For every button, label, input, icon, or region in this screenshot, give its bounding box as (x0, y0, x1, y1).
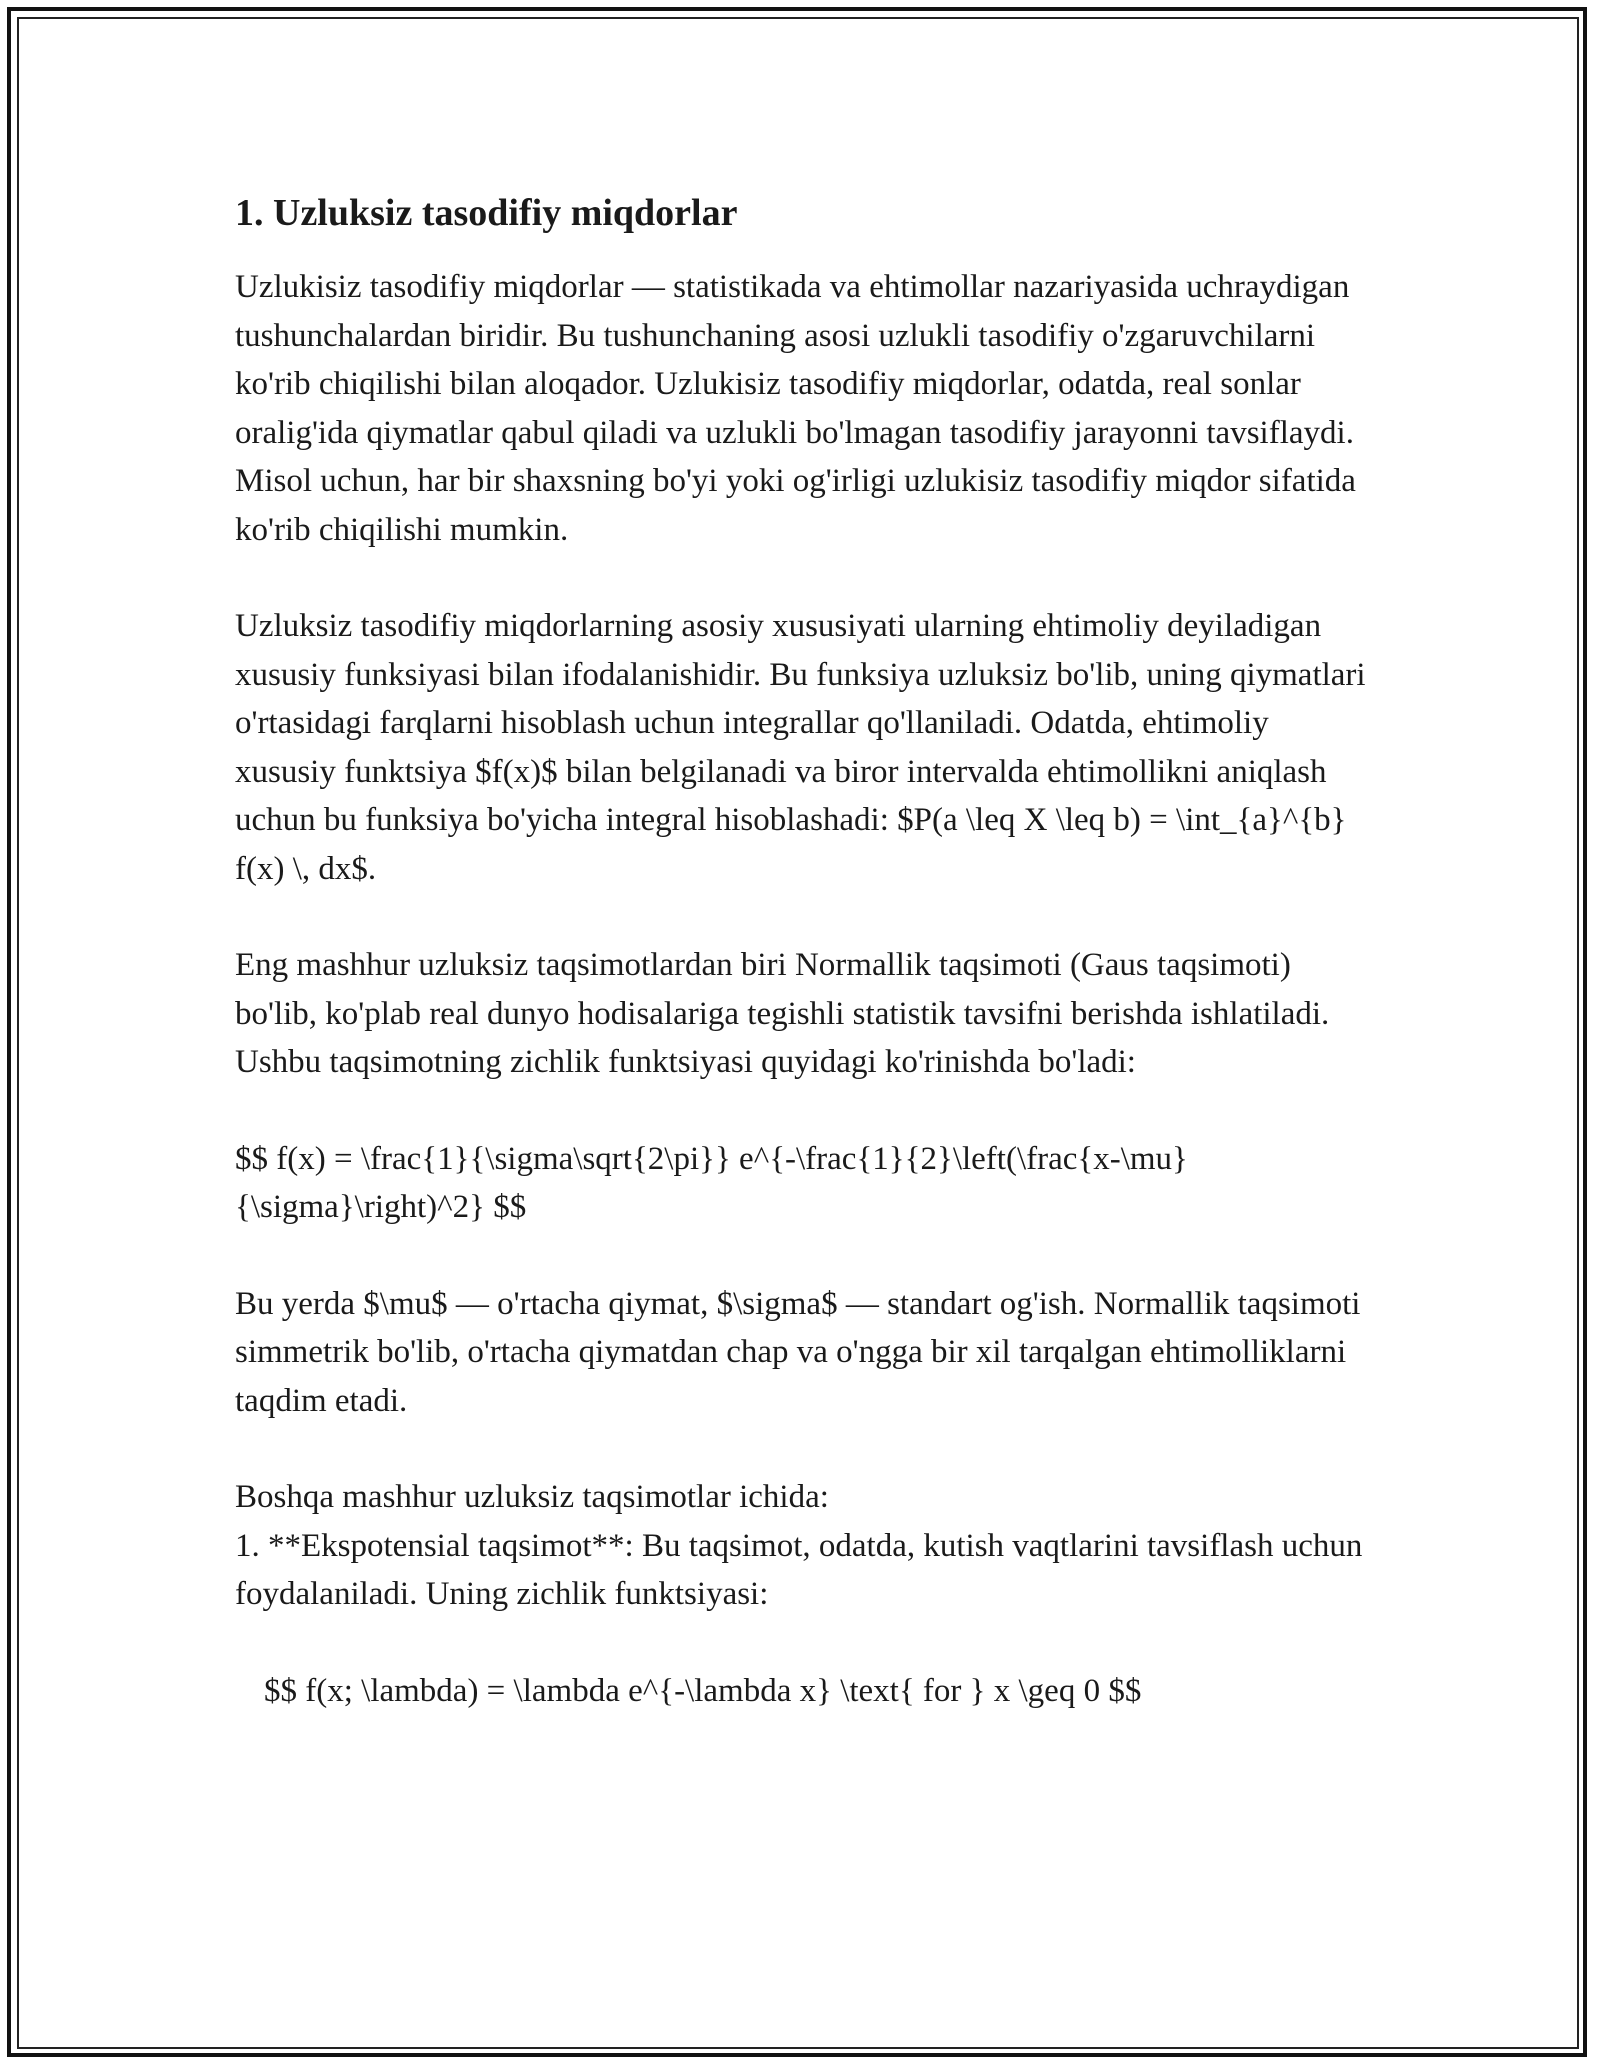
document-body (235, 185, 1375, 1715)
formula-exponential-density: $$ f(x; \lambda) = \lambda e^{-\lambda x} \text{ for } x \geq 0 $$ (264, 1672, 1142, 1709)
paragraph-parameters: Bu yerda $\mu$ — o'rtacha qiymat, $\sigma$ — standart og'ish. Normallik taqsimoti simmetrik bo'lib, o'rtacha qiymatdan chap va o'ngga bir xil tarqalgan ehtimolliklarni taqdim etadi. (235, 1285, 1361, 1419)
paragraph-intro: Uzlukisiz tasodifiy miqdorlar — statistikada va ehtimollar nazariyasida uchraydigan tushunchalardan biridir. Bu tushunchaning asosi uzlukli tasodifiy o'zgaruvchilarni ko'rib chiqilishi bilan aloqador. Uzlukisiz tasodifiy miqdorlar, odatda, real sonlar oralig'ida qiymatlar qabul qiladi va uzlukli bo'lmagan tasodifiy jarayonni tavsiflaydi. Misol uchun, har bir shaxsning bo'yi yoki og'irligi uzlukisiz tasodifiy miqdor sifatida ko'rib chiqilishi mumkin. (235, 269, 1356, 548)
paragraph-other-distributions: Boshqa mashhur uzluksiz taqsimotlar ichida: (235, 1479, 829, 1515)
section-heading: 1. Uzluksiz tasodifiy miqdorlar (235, 192, 738, 234)
paragraph-gap (235, 1232, 1375, 1280)
list-item-exponential: 1. **Ekspotensial taqsimot**: Bu taqsimot, odatda, kutish vaqtlarini tavsiflash uchun foydalaniladi. Uning zichlik funktsiyasi: (235, 1527, 1363, 1612)
paragraph-gap (235, 1619, 1375, 1667)
paragraph-gap (235, 1425, 1375, 1473)
paragraph-density-function: Uzluksiz tasodifiy miqdorlarning asosiy xususiyati ularning ehtimoliy deyiladigan xususiy funksiyasi bilan ifodalanishidir. Bu funksiya uzluksiz bo'lib, uning qiymatlari o'rtasidagi farqlarni hisoblash uchun integrallar qo'llaniladi. Odatda, ehtimoliy xususiy funktsiya $f(x)$ bilan belgilanadi va biror intervalda ehtimollikni aniqlash uchun bu funksiya bo'yicha integral hisoblashadi: $P(a \leq X \leq b) = \int_{a}^{b} f(x) \, dx$. (235, 608, 1366, 887)
paragraph-gap (235, 554, 1375, 602)
paragraph-gap (235, 893, 1375, 941)
paragraph-gap (235, 1087, 1375, 1135)
formula-normal-density: $$ f(x) = \frac{1}{\sigma\sqrt{2\pi}} e^{-\frac{1}{2}\left(\frac{x-\mu}{\sigma}\right)^2} $$ (235, 1140, 1188, 1225)
paragraph-normal-distribution: Eng mashhur uzluksiz taqsimotlardan biri Normallik taqsimoti (Gaus taqsimoti) bo'lib, ko'plab real dunyo hodisalariga tegishli statistik tavsifni berishda ishlatiladi. Ushbu taqsimotning zichlik funktsiyasi quyidagi ko'rinishda bo'ladi: (235, 947, 1330, 1080)
